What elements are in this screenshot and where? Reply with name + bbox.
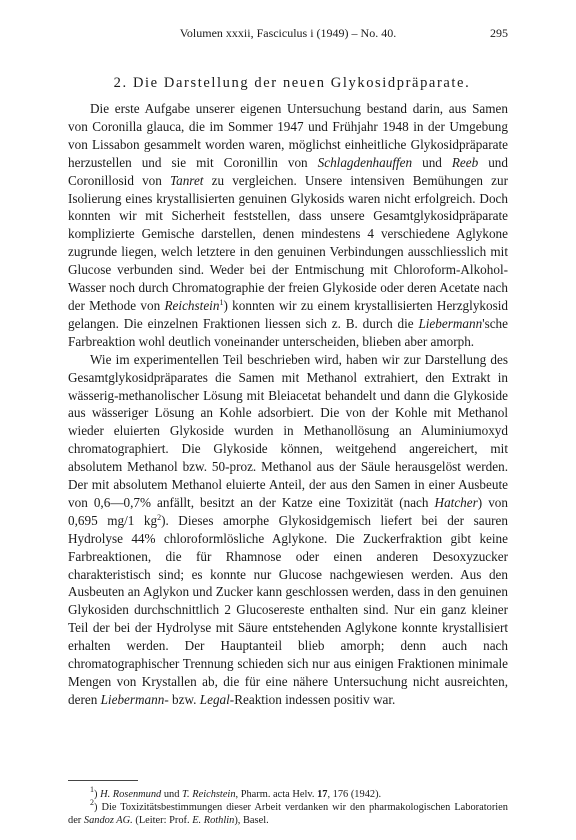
text-run: zu vergleichen. Unsere intensiven Bemühungen zur Isolierung eines krystallisierten genuinen Glykosids waren nicht erfolgreich. Doch konnten wir mit Sicherheit feststellen, dass unsere Gesamtglykosidpräparate komplizierte Gemische darstellen, denen mindestens 4 verschiedene Aglykone zugrunde liegen, welch letztere in den genuinen Verbindungen ausschliesslich mit Glucose verbunden sind. Weder bei der Entmischung mit Chloroform-Alkohol-Wasser noch durch Chromatographie der freien Glykoside oder deren Acetate nach der Methode von	[68, 172, 508, 313]
text-run: (Leiter: Prof.	[132, 815, 193, 826]
text-run: - bzw.	[164, 691, 200, 707]
text-run: Die Toxizitätsbestimmungen dieser Arbeit verdanken wir den pharmakologischen Laboratorien der	[68, 802, 508, 826]
footnote-mark: 2	[90, 798, 94, 807]
footnote-ref: 2	[157, 512, 162, 522]
author-name: Reeb	[451, 154, 479, 170]
page-number: 295	[490, 26, 508, 40]
author-name: Tanret	[170, 172, 204, 188]
text-run: ) von 0,695 mg/1 kg	[68, 494, 508, 528]
text-run: ) konnten wir zu einem krystallisierten Herzglykosid gelangen. Die einzelnen Fraktionen liessen sich z. B. durch die	[68, 297, 508, 331]
author-name: Liebermann	[100, 691, 165, 707]
volume-number: 17	[317, 789, 328, 800]
text-run: und	[412, 154, 452, 170]
text-run: , Pharm. acta Helv.	[235, 789, 318, 800]
footnotes	[68, 785, 508, 827]
running-title: Volumen xxxii, Fasciculus i (1949) – No. 40.	[179, 26, 397, 40]
footnote: $^1$) H. Rosenmund und T. Reichstein, Pharm. acta Helv. 17, 176 (1942).	[90, 785, 382, 800]
text-run: und	[161, 789, 183, 800]
author-name: Schlagdenhauffen	[317, 154, 413, 170]
text-run: , 176 (1942).	[327, 789, 382, 800]
text-run: ). Dieses amorphe Glykosidgemisch liefert bei der sauren Hydrolyse 44% chloroformlösliche Aglykone. Die Zuckerfraktion gibt keine Farbreaktionen, die für Rhamnose oder einen anderen Desoxyzucker charakteristisch sind; es konnte nur Glucose nachgewiesen werden. Aus den Ausbeuten an Aglykon und Zucker kann geschlossen werden, dass in den genuinen Glykosiden durchschnittlich 2 Glucosereste enthalten sind. Nur ein ganz kleiner Teil der bei der Hydrolyse mit Säure entstehenden Aglykone konnte krystallisiert erhalten werden. Der Hauptanteil blieb amorph; denn auch nach chromatographischer Trennung schieden sich nur aus einigen Fraktionen minimale Mengen von Krystallen ab, die für eine nähere Untersuchung nicht ausreichten, deren	[68, 512, 509, 707]
author-name: Reichstein	[164, 297, 220, 313]
author-name: H. Rosenmund	[100, 789, 162, 800]
author-name: Legal	[199, 691, 230, 707]
text-run: ), Basel.	[234, 815, 269, 826]
text-run: Wie im experimentellen Teil beschrieben wird, haben wir zur Darstellung des Gesamtglykosidpräparates die Samen mit Methanol extrahiert, den Extrakt in wässerig-methanolischer Lösung mit Bleiacetat behandelt und dann die Glykoside aus wässeriger Lösung an Kohle adsorbiert. Die von der Kohle mit Methanol wieder eluierten Glykoside wurden in Methanollösung an Aluminiumoxyd chromatographiert. Die Glykoside können, weitgehend angereichert, mit absolutem Methanol bzw. 50-proz. Methanol aus der Säule herausgelöst werden. Der mit absolutem Methanol eluierte Anteil, der aus den Samen in einer Ausbeute von 0,6—0,7% anfällt, besitzt an der Katze eine Toxizität (nach	[68, 351, 508, 510]
footnote-divider	[68, 780, 138, 781]
body-text	[68, 100, 508, 709]
paragraph	[68, 100, 508, 351]
author-name: Liebermann	[418, 315, 483, 331]
text-run: Die erste Aufgabe unserer eigenen Untersuchung bestand darin, aus Samen von Coronilla glauca, die im Sommer 1947 und Frühjahr 1948 in der Umgebung von Lissabon gesammelt worden waren, möglichst einheitliche Glykosidpräparate herzustellen und sie mit Coronillin von	[68, 101, 508, 170]
person-name: E. Rothlin	[192, 815, 235, 826]
footnote-mark: 1	[90, 785, 94, 794]
text-run: und Coronillosid von	[68, 154, 508, 188]
author-name: Hatcher	[434, 494, 478, 510]
footnote-ref: 1	[219, 297, 224, 307]
footnote: $^2$) Die Toxizitätsbestimmungen dieser Arbeit verdanken wir den pharmakologischen Laboratorien der Sandoz AG. (Leiter: Prof. E. Rothlin), Basel.	[68, 798, 508, 826]
text-run: 'sche Farbreaktion wohl deutlich voneinander unterscheiden, blieben aber amorph.	[68, 315, 508, 349]
text-run: -Reaktion indessen positiv war.	[229, 691, 396, 707]
author-name: T. Reichstein	[182, 789, 236, 800]
paragraph	[68, 351, 508, 709]
section-heading: 2. Die Darstellung der neuen Glykosidpräparate.	[113, 75, 471, 91]
company-name: Sandoz AG.	[83, 815, 133, 826]
